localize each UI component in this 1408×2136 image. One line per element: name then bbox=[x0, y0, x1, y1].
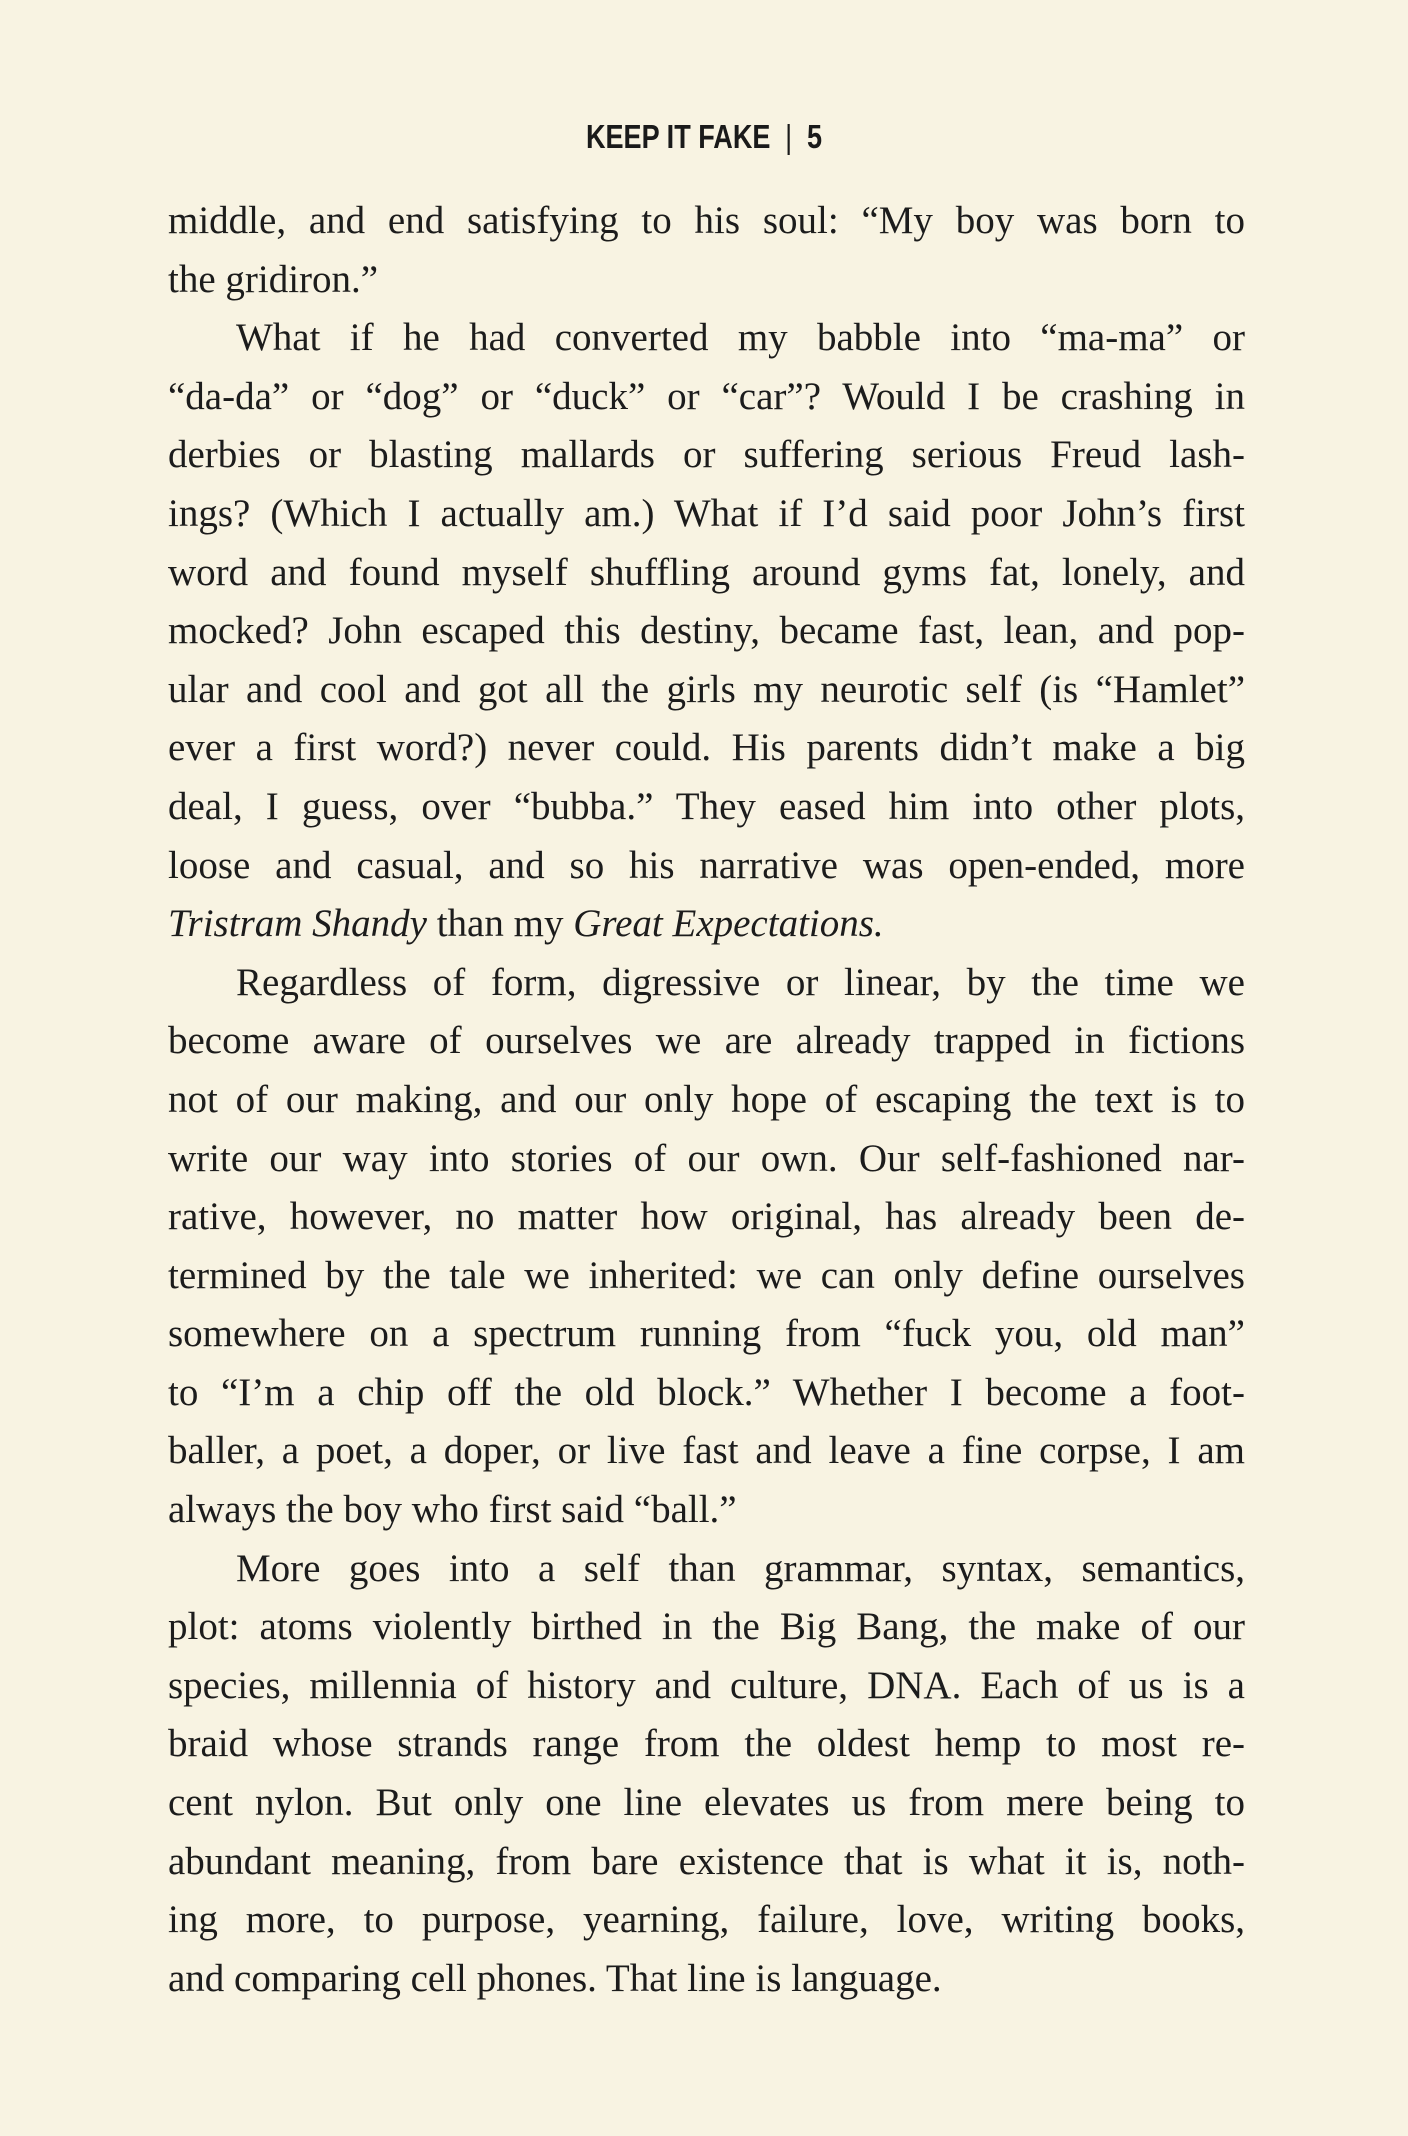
text-line: “da-da” or “dog” or “duck” or “car”? Would I be crashing in bbox=[168, 374, 1245, 418]
text-line: ings? (Which I actually am.) What if I’d said poor John’s first bbox=[168, 491, 1245, 535]
text-line: termined by the tale we inherited: we can only define ourselves bbox=[168, 1253, 1245, 1297]
text-line: write our way into stories of our own. Our self-fashioned nar- bbox=[168, 1136, 1245, 1180]
text-line: and comparing cell phones. That line is language. bbox=[168, 1956, 942, 2000]
paragraph bbox=[168, 192, 1245, 309]
text-line: middle, and end satisfying to his soul: “My boy was born to bbox=[168, 199, 1245, 242]
text-line: to “I’m a chip off the old block.” Whether I become a foot- bbox=[168, 1370, 1245, 1414]
text-line: derbies or blasting mallards or suffering serious Freud lash- bbox=[168, 433, 1245, 477]
text-line: abundant meaning, from bare existence that is what it is, noth- bbox=[168, 1839, 1245, 1883]
text-line: species, millennia of history and culture, DNA. Each of us is a bbox=[168, 1663, 1245, 1707]
text-line: word and found myself shuffling around gyms fat, lonely, and bbox=[168, 550, 1245, 594]
text-fragment: than my bbox=[426, 902, 574, 946]
text-line: ing more, to purpose, yearning, failure, love, writing books, bbox=[168, 1898, 1245, 1942]
text-line: plot: atoms violently birthed in the Big Bang, the make of our bbox=[168, 1605, 1245, 1649]
running-header bbox=[127, 118, 1282, 156]
text-line: More goes into a self than grammar, syntax, semantics, bbox=[236, 1546, 1245, 1590]
text-line: somewhere on a spectrum running from “fuck you, old man” bbox=[168, 1312, 1245, 1356]
body-text bbox=[168, 192, 1245, 2008]
chapter-title: KEEP IT FAKE bbox=[585, 118, 771, 155]
paragraph bbox=[168, 954, 1245, 1540]
text-line: become aware of ourselves we are already trapped in fictions bbox=[168, 1019, 1245, 1063]
text-line: the gridiron.” bbox=[168, 257, 379, 301]
text-line: rative, however, no matter how original, has already been de- bbox=[168, 1195, 1245, 1239]
text-line bbox=[168, 895, 1245, 954]
text-line: baller, a poet, a doper, or live fast and leave a fine corpse, I am bbox=[168, 1429, 1245, 1473]
text-line: What if he had converted my babble into “ma-ma” or bbox=[236, 316, 1245, 360]
paragraph bbox=[168, 1540, 1245, 2009]
paragraph bbox=[168, 309, 1245, 954]
text-line: braid whose strands range from the oldest hemp to most re- bbox=[168, 1722, 1245, 1766]
text-line: always the boy who first said “ball.” bbox=[168, 1488, 737, 1532]
text-line: mocked? John escaped this destiny, became fast, lean, and pop- bbox=[168, 609, 1245, 653]
text-line: cent nylon. But only one line elevates us from mere being to bbox=[168, 1781, 1245, 1825]
text-line: loose and casual, and so his narrative was open-ended, more bbox=[168, 843, 1245, 887]
book-title-italic: Great Expectations. bbox=[573, 902, 884, 946]
header-separator: | bbox=[785, 118, 793, 155]
text-line: ever a first word?) never could. His parents didn’t make a big bbox=[168, 726, 1245, 770]
text-line: deal, I guess, over “bubba.” They eased him into other plots, bbox=[168, 784, 1245, 828]
text-line: Regardless of form, digressive or linear, by the time we bbox=[236, 960, 1245, 1004]
text-line: ular and cool and got all the girls my neurotic self (is “Hamlet” bbox=[168, 667, 1245, 711]
book-title-italic: Tristram Shandy bbox=[168, 902, 427, 946]
page-number: 5 bbox=[806, 118, 823, 155]
text-line: not of our making, and our only hope of escaping the text is to bbox=[168, 1077, 1245, 1121]
